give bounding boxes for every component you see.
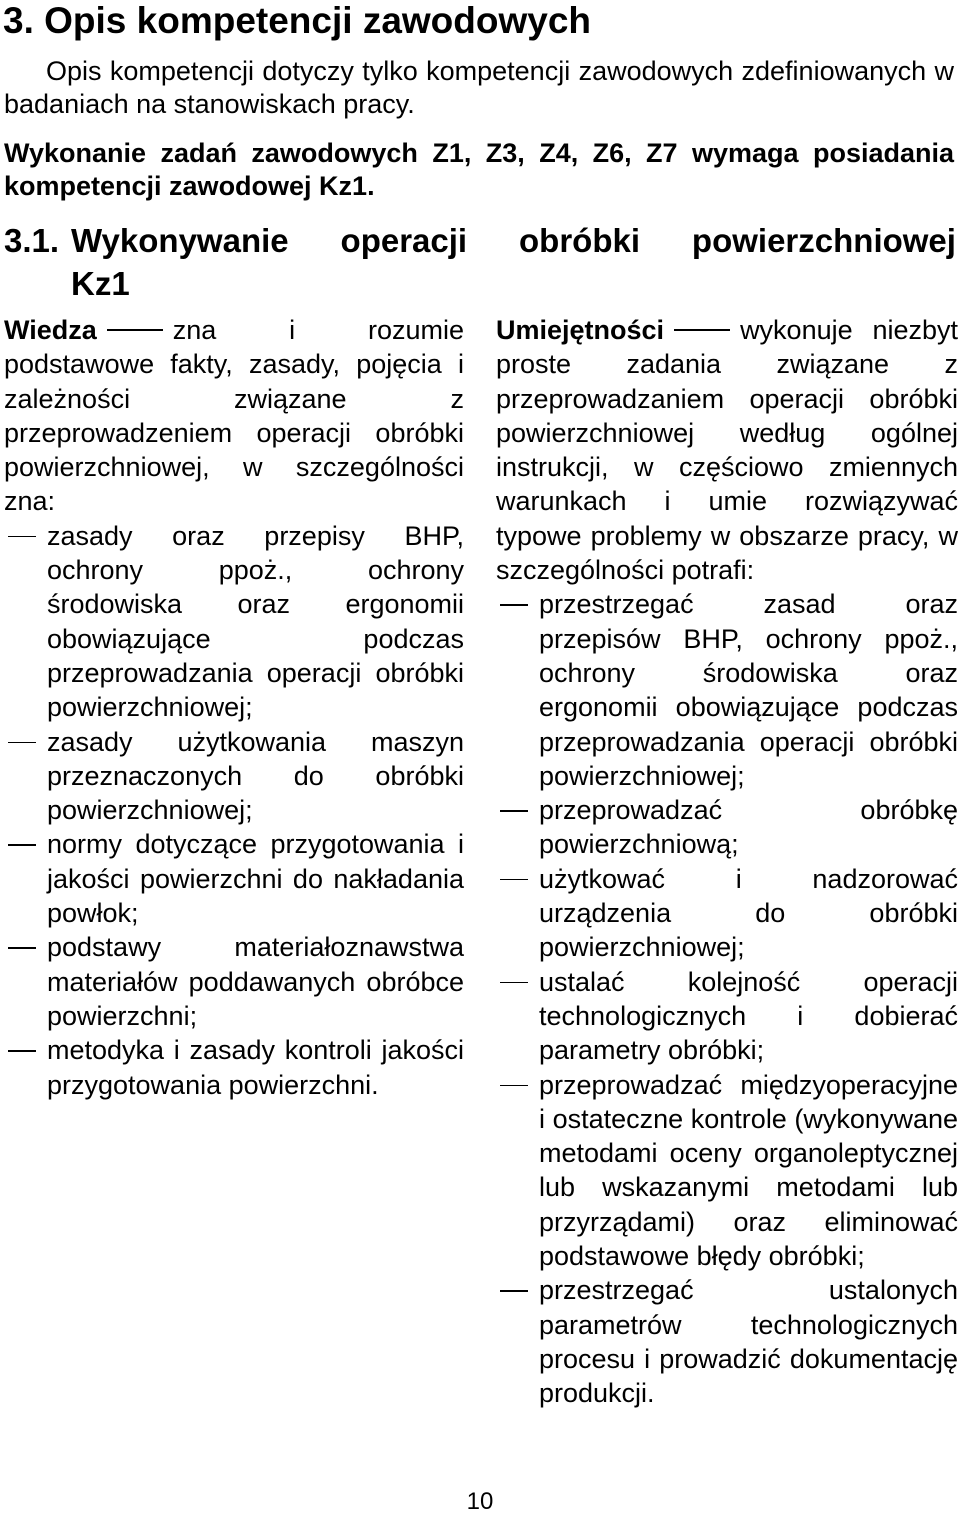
section-title: 3. Opis kompetencji zawodowych [3,0,592,41]
dash-bullet-icon [8,742,36,744]
dash-bullet-icon [500,810,528,812]
skills-column [496,313,958,1411]
skills-intro [496,313,958,587]
list-item [4,519,464,725]
dash-bullet-icon [8,1050,36,1052]
dash-separator [107,329,163,331]
skills-list [496,587,958,1410]
list-item-text: przestrzegać zasad oraz przepisów BHP, ochrony ppoż., ochrony środowiska oraz ergonomii obowiązujące podczas przeprowadzania operacji obróbki powierzchniowej; [539,589,958,791]
list-item-text: przeprowadzać międzyoperacyjne i ostateczne kontrole (wykonywane metodami oceny organoleptycznej lub wskazanymi metodami lub przyrządami) oraz eliminować podstawowe błędy obróbki; [539,1069,958,1272]
dash-bullet-icon [8,536,36,538]
list-item [4,725,464,828]
knowledge-list [4,519,464,1102]
dash-bullet-icon [500,879,528,881]
list-item-text: zasady oraz przepisy BHP, ochrony ppoż., ochrony środowiska oraz ergonomii obowiązujące podczas przeprowadzania operacji obróbki powierzchniowej; [47,520,464,723]
skills-label: Umiejętności [496,315,665,345]
page-number: 10 [466,1488,494,1515]
dash-bullet-icon [500,1290,528,1292]
list-item-text: zasady użytkowania maszyn przeznaczonych do obróbki powierzchniowej; [47,726,464,826]
knowledge-column [4,313,464,1102]
list-item [496,1068,958,1274]
list-item-text: podstawy materiałoznawstwa materiałów poddawanych obróbce powierzchni; [47,932,464,1031]
skills-intro-text: wykonuje niezbyt proste zadania związane z przeprowadzaniem operacji obróbki powierzchniowej według ogólnej instrukcji, w częściowo zmiennych warunkach i umie rozwiązywać typowe problemy w obszarze pracy, w szczególności potrafi: [496,315,958,586]
list-item-text: metodyka i zasady kontroli jakości przygotowania powierzchni. [47,1035,464,1100]
dash-bullet-icon [8,947,36,949]
dash-bullet-icon [500,982,528,984]
subsection-title-word: powierzchniowej [691,222,956,259]
list-item [4,827,464,930]
list-item [496,587,958,793]
list-item-text: przestrzegać ustalonych parametrów technologicznych procesu i prowadzić dokumentację produkcji. [539,1275,958,1409]
list-item [4,1033,464,1102]
section-intro: Opis kompetencji dotyczy tylko kompetencji zawodowych zdefiniowanych w badaniach na stanowiskach pracy. [4,56,954,119]
knowledge-label: Wiedza [4,315,97,345]
dash-bullet-icon [500,604,528,606]
knowledge-intro-text: zna i rozumie podstawowe fakty, zasady, pojęcia i zależności związane z przeprowadzeniem operacji obróbki powierzchniowej, w szczególności zna: [4,315,464,517]
subsection-code: Kz1 [71,265,130,302]
subsection-title-word: obróbki [519,222,641,259]
list-item [496,862,958,965]
dash-bullet-icon [8,844,36,846]
list-item-text: ustalać kolejność operacji technologicznych i dobierać parametry obróbki; [539,966,958,1066]
list-item-text: normy dotyczące przygotowania i jakości powierzchni do nakładania powłok; [47,829,464,929]
dash-bullet-icon [500,1085,528,1087]
list-item [496,1273,958,1410]
list-item-text: przeprowadzać obróbkę powierzchniową; [539,795,958,860]
subsection-number: 3.1. [4,222,60,259]
dash-separator [674,329,730,331]
subsection-title-word: operacji [340,222,468,259]
list-item [4,930,464,1033]
competency-requirement: Wykonanie zadań zawodowych Z1, Z3, Z4, Z6, Z7 wymaga posiadania kompetencji zawodowej Kz1. [4,138,954,201]
list-item-text: użytkować i nadzorować urządzenia do obróbki powierzchniowej; [539,863,958,963]
list-item [496,793,958,862]
subsection-title-word: Wykonywanie [71,222,289,259]
subsection-title-line [71,219,956,262]
knowledge-intro [4,313,464,519]
list-item [496,965,958,1068]
